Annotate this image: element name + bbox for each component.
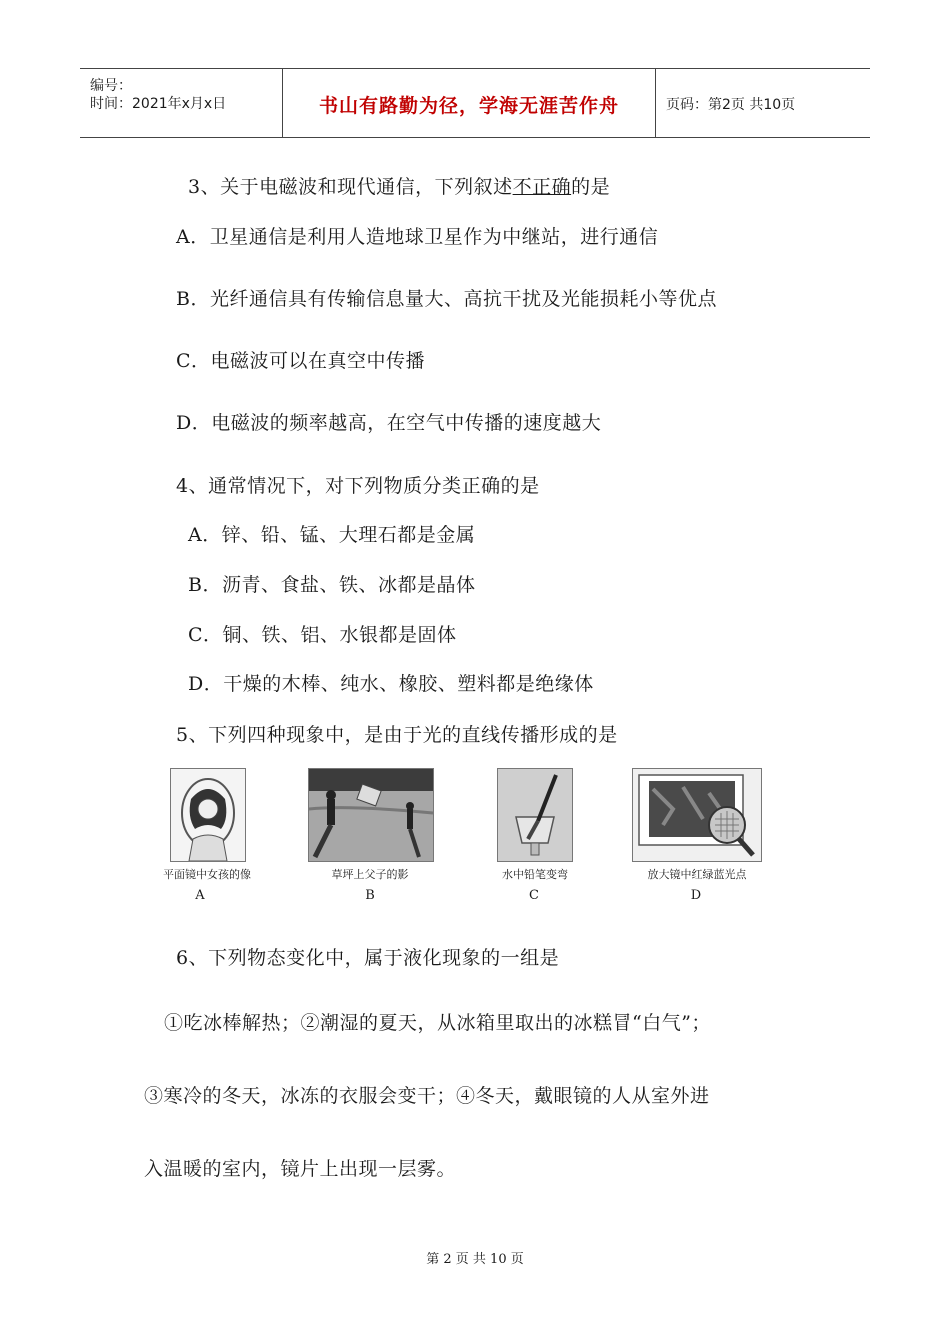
figure-b-shadow-photo <box>308 768 434 862</box>
figure-b-letter: B <box>365 888 375 903</box>
figure-a-caption: 平面镜中女孩的像 <box>163 868 251 881</box>
figure-b-caption: 草坪上父子的影 <box>331 868 409 881</box>
header-page-cell <box>656 69 870 137</box>
time-label: 时间：2021年x月x日 <box>90 96 227 112</box>
q3-stem <box>188 172 610 199</box>
figure-a-mirror-image <box>170 768 246 862</box>
motto-text: 书山有路勤为径，学海无涯苦作舟 <box>318 95 619 117</box>
q4-option-b: B．沥青、食盐、铁、冰都是晶体 <box>188 574 476 596</box>
figure-a-letter: A <box>195 888 205 903</box>
q3-option-b: B．光纤通信具有传输信息量大、高抗干扰及光能损耗小等优点 <box>176 288 717 310</box>
q6-stem: 6、下列物态变化中，属于液化现象的一组是 <box>176 947 560 969</box>
figure-d-letter: D <box>690 888 702 903</box>
figure-c-pencil-in-water <box>497 768 573 862</box>
q4-option-a: A．锌、铅、锰、大理石都是金属 <box>188 524 476 546</box>
q4-option-c: C．铜、铁、铝、水银都是固体 <box>188 624 457 646</box>
page-info: 页码：第2页 共10页 <box>666 97 796 113</box>
q4-option-d: D．干燥的木棒、纯水、橡胶、塑料都是绝缘体 <box>188 673 594 695</box>
q6-body-line-1: ①吃冰棒解热；②潮湿的夏天，从冰箱里取出的冰糕冒“白气”； <box>164 1012 711 1034</box>
q3-option-c: C．电磁波可以在真空中传播 <box>176 350 426 372</box>
page-header <box>80 68 870 138</box>
q3-stem-pre: 3、关于电磁波和现代通信，下列叙述 <box>188 176 513 198</box>
header-meta-cell <box>80 69 283 137</box>
number-label: 编号： <box>90 78 132 94</box>
q3-stem-underline: 不正确 <box>512 176 572 198</box>
q4-stem: 4、通常情况下，对下列物质分类正确的是 <box>176 475 540 497</box>
header-motto-cell <box>283 69 656 137</box>
q6-body-line-3: 入温暖的室内，镜片上出现一层雾。 <box>144 1158 457 1180</box>
q3-option-d: D．电磁波的频率越高，在空气中传播的速度越大 <box>176 412 602 434</box>
figure-d-caption: 放大镜中红绿蓝光点 <box>647 868 747 881</box>
page-footer: 第 2 页 共 10 页 <box>426 1252 524 1267</box>
q3-option-a: A．卫星通信是利用人造地球卫星作为中继站，进行通信 <box>176 226 659 248</box>
q3-stem-post: 的是 <box>571 176 611 198</box>
figure-c-caption: 水中铅笔变弯 <box>502 868 568 881</box>
q5-stem: 5、下列四种现象中，是由于光的直线传播形成的是 <box>176 724 618 746</box>
figure-d-magnifier-on-screen <box>632 768 762 862</box>
figure-c-letter: C <box>529 888 539 903</box>
q6-body-line-2: ③寒冷的冬天，冰冻的衣服会变干；④冬天，戴眼镜的人从室外进 <box>144 1085 710 1107</box>
